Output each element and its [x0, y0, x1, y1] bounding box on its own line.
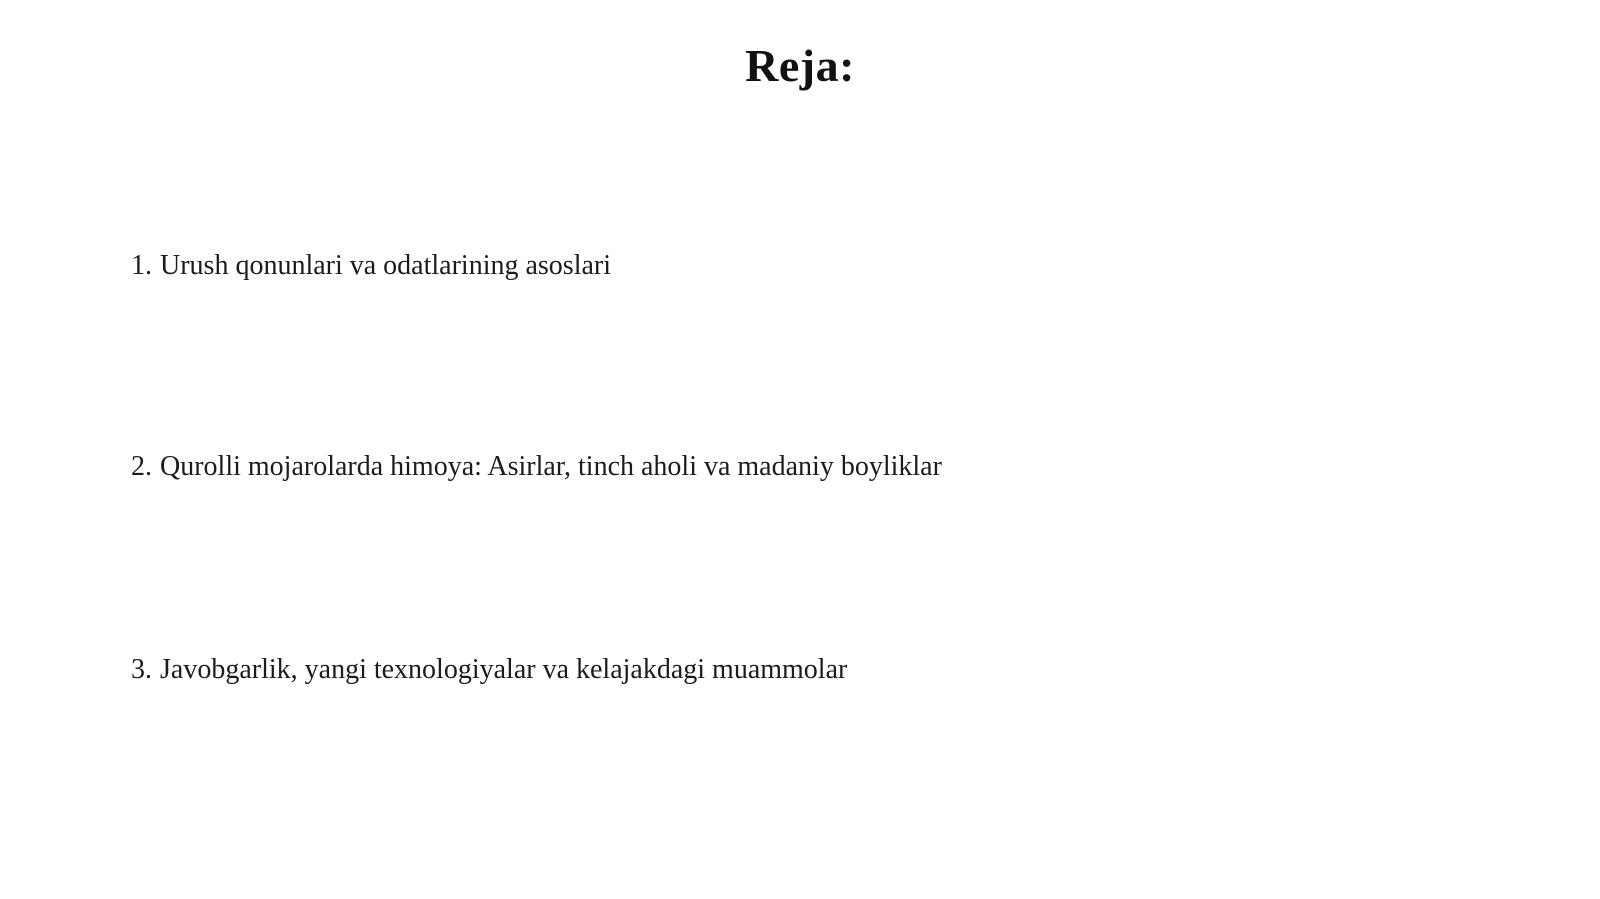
list-item	[131, 449, 942, 485]
list-item-text: Qurolli mojarolarda himoya: Asirlar, tinch aholi va madaniy boyliklar	[160, 451, 942, 482]
list-item-number: 1.	[131, 250, 152, 281]
slide-title: Reja:	[745, 40, 855, 91]
list-item-text: Javobgarlik, yangi texnologiyalar va kelajakdagi muammolar	[160, 654, 848, 685]
list-item-number: 3.	[131, 654, 152, 685]
list-item-number: 2.	[131, 451, 152, 482]
list-item	[131, 248, 611, 284]
list-item	[131, 652, 847, 688]
list-item-text: Urush qonunlari va odatlarining asoslari	[160, 250, 612, 281]
